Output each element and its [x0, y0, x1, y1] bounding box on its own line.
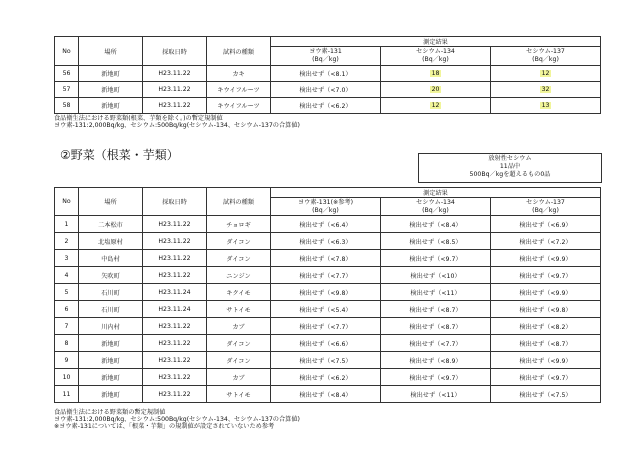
header-iodine: ヨウ素-131(※参考) (Bq／kg) [271, 198, 381, 216]
cell-place: 新地町 [79, 369, 143, 386]
header-result: 測定結果 [271, 188, 601, 198]
cell-iodine: 検出せず（<6.4） [271, 216, 381, 233]
cell-no: 2 [55, 233, 79, 250]
cell-sample: キウイフルーツ [207, 98, 271, 114]
table-row [55, 369, 601, 386]
cell-place: 石川町 [79, 284, 143, 301]
cell-cs134: 検出せず（<11） [381, 284, 491, 301]
cell-sample: ダイコン [207, 335, 271, 352]
header-cs137: セシウム-137 (Bq／kg) [491, 47, 601, 66]
cell-no: 56 [55, 66, 79, 82]
cell-cs137: 検出せず（<9.9） [491, 352, 601, 369]
summary-line-2: 11品中 [499, 163, 521, 170]
cell-cs137: 検出せず（<8.7） [491, 335, 601, 352]
cell-iodine: 検出せず（<8.4） [271, 386, 381, 403]
cell-place: 北塩原村 [79, 233, 143, 250]
table-row [55, 386, 601, 403]
cell-cs134: 検出せず（<9.7） [381, 369, 491, 386]
cell-date: H23.11.24 [143, 301, 207, 318]
cell-sample: キウイフルーツ [207, 82, 271, 98]
cell-iodine: 検出せず（<7.8） [271, 250, 381, 267]
cell-cs137: 検出せず（<7.5） [491, 386, 601, 403]
cell-date: H23.11.22 [143, 250, 207, 267]
table-row [55, 318, 601, 335]
section-title: ②野菜（根菜・芋類） [60, 148, 179, 162]
cell-no: 6 [55, 301, 79, 318]
cell-cs134: 20 [381, 82, 491, 98]
cell-date: H23.11.22 [143, 66, 207, 82]
table-row [55, 301, 601, 318]
cell-iodine: 検出せず（<6.3） [271, 233, 381, 250]
header-place: 場所 [79, 188, 143, 216]
cell-cs134: 検出せず（<8.7） [381, 318, 491, 335]
cell-no: 1 [55, 216, 79, 233]
cell-iodine: 検出せず（<6.2） [271, 369, 381, 386]
cell-sample: チョロギ [207, 216, 271, 233]
cell-cs134: 検出せず（<11） [381, 386, 491, 403]
fruit-note-1: 食品衛生法における野菜類(根菜、芋類を除く。)の暫定規制値 [54, 115, 223, 122]
cell-no: 9 [55, 352, 79, 369]
vegetable-results-table [54, 187, 601, 403]
cell-iodine: 検出せず（<7.7） [271, 267, 381, 284]
header-cs134: セシウム-134 (Bq／kg) [381, 47, 491, 66]
cell-place: 新地町 [79, 386, 143, 403]
cell-place: 川内村 [79, 318, 143, 335]
cell-cs137: 32 [491, 82, 601, 98]
header-no: No [55, 188, 79, 216]
cell-place: 新地町 [79, 352, 143, 369]
table-row [55, 267, 601, 284]
cell-no: 5 [55, 284, 79, 301]
table-row [55, 82, 601, 98]
cell-cs137: 12 [491, 66, 601, 82]
cell-sample: キクイモ [207, 284, 271, 301]
cell-place: 新地町 [79, 66, 143, 82]
table-row [55, 216, 601, 233]
cell-cs137: 検出せず（<6.9） [491, 216, 601, 233]
cell-no: 11 [55, 386, 79, 403]
cell-iodine: 検出せず（<8.1） [271, 66, 381, 82]
cell-cs134: 18 [381, 66, 491, 82]
header-cs137: セシウム-137 (Bq／kg) [491, 198, 601, 216]
cell-iodine: 検出せず（<6.6） [271, 335, 381, 352]
summary-line-3: 500Bq／kgを超えるもの0品 [469, 171, 551, 178]
cell-date: H23.11.22 [143, 98, 207, 114]
table-row [55, 335, 601, 352]
fruit-note-2: ヨウ素-131:2,000Bq/kg、セシウム:500Bq/kg(セシウム-134、セシウム-137の合算値) [54, 122, 300, 129]
cell-cs134: 検出せず（<9.7） [381, 250, 491, 267]
cell-sample: カキ [207, 66, 271, 82]
table-row [55, 66, 601, 82]
header-sample: 試料の種類 [207, 188, 271, 216]
cell-date: H23.11.22 [143, 369, 207, 386]
cell-no: 7 [55, 318, 79, 335]
cell-iodine: 検出せず（<5.4） [271, 301, 381, 318]
header-result: 測定結果 [271, 37, 601, 47]
cell-cs137: 検出せず（<9.9） [491, 250, 601, 267]
cell-date: H23.11.22 [143, 352, 207, 369]
cell-cs137: 検出せず（<9.7） [491, 267, 601, 284]
veg-note-1: 食品衛生法における野菜類の暫定規制値 [54, 409, 166, 416]
cell-place: 中島村 [79, 250, 143, 267]
cell-place: 新地町 [79, 98, 143, 114]
cell-place: 石川町 [79, 301, 143, 318]
veg-note-2: ヨウ素-131:2,000Bq/kg、セシウム:500Bq/kg(セシウム-134、セシウム-137の合算値) [54, 416, 300, 423]
cell-date: H23.11.22 [143, 335, 207, 352]
cell-cs137: 検出せず（<7.2） [491, 233, 601, 250]
cell-sample: ダイコン [207, 352, 271, 369]
cell-cs134: 検出せず（<8.5） [381, 233, 491, 250]
summary-box [418, 153, 602, 183]
cell-place: 新地町 [79, 335, 143, 352]
cell-no: 8 [55, 335, 79, 352]
cell-date: H23.11.22 [143, 233, 207, 250]
cell-sample: ダイコン [207, 250, 271, 267]
cell-no: 3 [55, 250, 79, 267]
cell-cs134: 検出せず（<10） [381, 267, 491, 284]
cell-sample: カブ [207, 318, 271, 335]
cell-cs134: 12 [381, 98, 491, 114]
cell-iodine: 検出せず（<7.7） [271, 318, 381, 335]
cell-cs137: 検出せず（<9.9） [491, 284, 601, 301]
cell-cs134: 検出せず（<8.7） [381, 301, 491, 318]
cell-iodine: 検出せず（<6.2） [271, 98, 381, 114]
cell-cs137: 検出せず（<9.7） [491, 369, 601, 386]
header-date: 採取日時 [143, 188, 207, 216]
veg-note-3: ※ヨウ素-131については、「根菜・芋類」の規制値が設定されていないため参考 [54, 423, 275, 430]
cell-sample: サトイモ [207, 386, 271, 403]
cell-cs134: 検出せず（<7.7） [381, 335, 491, 352]
cell-iodine: 検出せず（<9.8） [271, 284, 381, 301]
header-iodine: ヨウ素-131 (Bq／kg) [271, 47, 381, 66]
fruit-results-table [54, 36, 601, 114]
cell-cs137: 検出せず（<9.8） [491, 301, 601, 318]
table-row [55, 250, 601, 267]
cell-cs137: 検出せず（<8.2） [491, 318, 601, 335]
table-row [55, 98, 601, 114]
cell-date: H23.11.22 [143, 386, 207, 403]
cell-sample: ニンジン [207, 267, 271, 284]
cell-date: H23.11.22 [143, 216, 207, 233]
table-row [55, 352, 601, 369]
cell-no: 58 [55, 98, 79, 114]
header-cs134: セシウム-134 (Bq／kg) [381, 198, 491, 216]
cell-sample: サトイモ [207, 301, 271, 318]
cell-date: H23.11.22 [143, 267, 207, 284]
summary-line-1: 放射性セシウム [488, 155, 532, 162]
cell-place: 二本松市 [79, 216, 143, 233]
header-date: 採取日時 [143, 37, 207, 66]
cell-no: 4 [55, 267, 79, 284]
cell-sample: カブ [207, 369, 271, 386]
header-no: No [55, 37, 79, 66]
cell-place: 新地町 [79, 82, 143, 98]
cell-date: H23.11.22 [143, 318, 207, 335]
cell-date: H23.11.24 [143, 284, 207, 301]
cell-cs137: 13 [491, 98, 601, 114]
cell-cs134: 検出せず（<8.4） [381, 216, 491, 233]
cell-cs134: 検出せず（<8.9） [381, 352, 491, 369]
header-place: 場所 [79, 37, 143, 66]
cell-date: H23.11.22 [143, 82, 207, 98]
cell-iodine: 検出せず（<7.0） [271, 82, 381, 98]
table-row [55, 233, 601, 250]
cell-sample: ダイコン [207, 233, 271, 250]
cell-no: 57 [55, 82, 79, 98]
cell-iodine: 検出せず（<7.5） [271, 352, 381, 369]
header-sample: 試料の種類 [207, 37, 271, 66]
cell-place: 矢吹町 [79, 267, 143, 284]
cell-no: 10 [55, 369, 79, 386]
table-row [55, 284, 601, 301]
